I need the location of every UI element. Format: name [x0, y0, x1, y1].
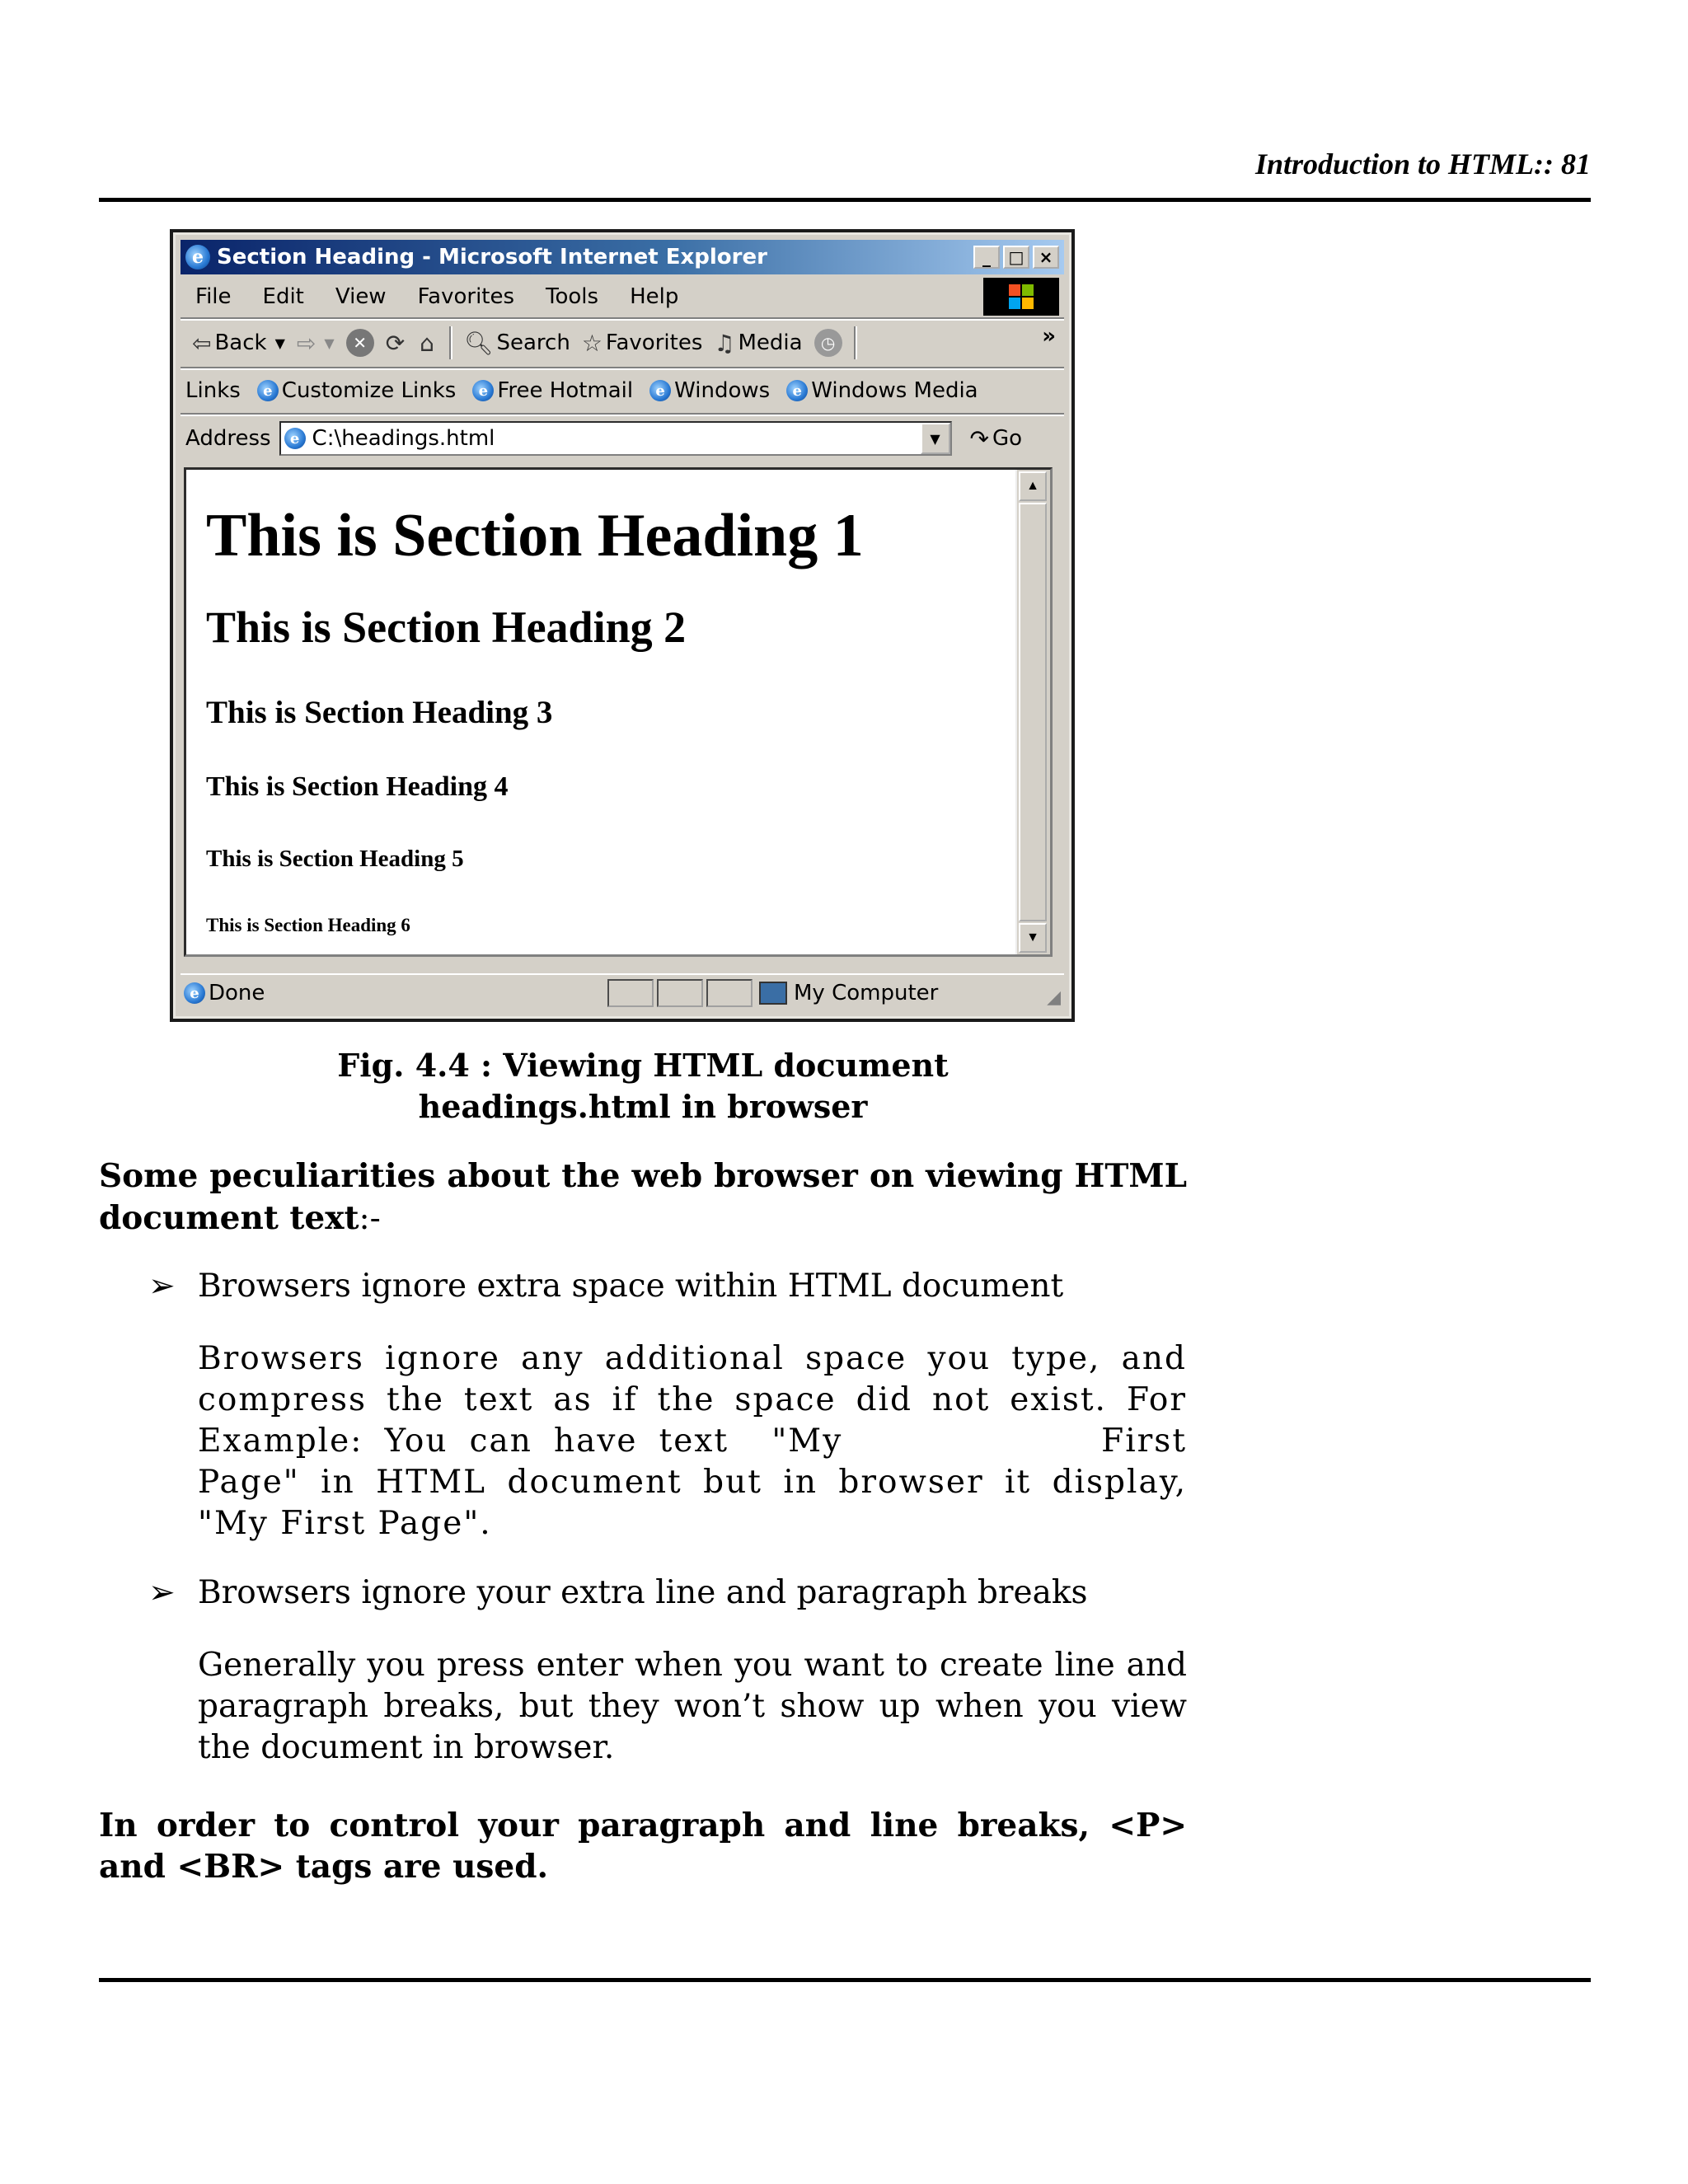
link-windows-media[interactable]: [786, 378, 978, 403]
menu-favorites[interactable]: Favorites: [417, 284, 515, 309]
bullet-text: Browsers ignore extra space within HTML document: [198, 1268, 1064, 1305]
ie-icon: e: [649, 380, 671, 401]
title-bar[interactable]: [181, 240, 1064, 274]
search-label: Search: [496, 330, 570, 355]
closing-paragraph: In order to control your paragraph and line breaks, <P> and <BR> tags are used.: [99, 1807, 1187, 1886]
menu-bar: [181, 278, 1064, 316]
status-zone: [759, 981, 938, 1005]
section-heading-5: This is Section Heading 5: [206, 846, 464, 872]
address-label: Address: [185, 426, 271, 451]
zone-label: My Computer: [794, 981, 939, 1005]
ie-icon: e: [185, 245, 210, 269]
link-label: Free Hotmail: [497, 378, 634, 403]
browser-frame: [173, 232, 1071, 1019]
forward-arrow-icon: ⇨: [296, 329, 316, 357]
scroll-down-button[interactable]: ▼: [1019, 923, 1047, 953]
link-label: Windows Media: [811, 378, 978, 403]
running-head: Introduction to HTML:: 81: [1254, 148, 1591, 180]
back-button[interactable]: [192, 330, 285, 357]
paragraph-2: Generally you press enter when you want to create line and paragraph breaks, but they won’t show up when you view the document in browser.: [198, 1647, 1187, 1766]
browser-window: [170, 229, 1075, 1022]
paragraph-1: Browsers ignore any additional space you type, and compress the text as if the space did not exist. For Example: You can have text "My First Page" in HTML document but in browser it display, "My First Page".: [198, 1340, 1329, 1542]
status-cell: [657, 979, 703, 1007]
back-label: Back: [214, 330, 267, 355]
media-button[interactable]: [714, 330, 802, 357]
section-heading-6: This is Section Heading 6: [206, 915, 410, 935]
menu-edit[interactable]: Edit: [262, 284, 304, 309]
ie-icon: e: [257, 380, 279, 401]
bullet-arrow-icon: ➢: [148, 1268, 176, 1305]
minimize-button[interactable]: _: [973, 246, 1000, 269]
close-button[interactable]: ×: [1033, 246, 1059, 269]
link-label: Windows: [674, 378, 771, 403]
ie-icon: e: [184, 982, 205, 1004]
address-input[interactable]: [279, 421, 952, 456]
stop-button[interactable]: [346, 329, 374, 357]
standard-toolbar: [181, 321, 1064, 365]
forward-dropdown-icon[interactable]: ▼: [324, 335, 335, 351]
bullet-text: Browsers ignore your extra line and paragraph breaks: [198, 1574, 1088, 1611]
section-heading-4: This is Section Heading 4: [206, 771, 509, 802]
back-dropdown-icon[interactable]: ▼: [274, 335, 285, 351]
page-icon: e: [284, 428, 306, 449]
scroll-up-button[interactable]: ▲: [1019, 471, 1047, 501]
top-rule: [99, 198, 1591, 202]
link-free-hotmail[interactable]: [472, 378, 633, 403]
history-button[interactable]: [814, 329, 842, 357]
page-content: [184, 467, 1053, 957]
go-button[interactable]: [970, 425, 1023, 452]
menu-view[interactable]: View: [335, 284, 387, 309]
windows-logo-icon: [983, 278, 1059, 316]
section-heading-3: This is Section Heading 3: [206, 695, 553, 730]
bullet-item-1: [148, 1268, 1063, 1305]
search-button[interactable]: [464, 330, 570, 357]
media-icon: ♫: [714, 329, 735, 357]
toolbar-separator-2: [854, 326, 857, 359]
address-dropdown-button[interactable]: ▼: [921, 423, 950, 454]
section-heading-1: This is Section Heading 1: [206, 502, 864, 569]
refresh-icon: ⟳: [385, 329, 406, 357]
intro-paragraph: [99, 1155, 1187, 1240]
search-icon: 🔍︎: [463, 329, 494, 357]
caption-line-2: headings.html in browser: [418, 1088, 868, 1125]
status-cell: [706, 979, 753, 1007]
menu-help[interactable]: Help: [630, 284, 679, 309]
forward-button[interactable]: [297, 330, 335, 357]
bullet-item-2: [148, 1574, 1088, 1611]
home-button[interactable]: [420, 330, 438, 357]
media-label: Media: [738, 330, 803, 355]
resize-grip-icon[interactable]: ◢: [1047, 987, 1061, 1008]
status-text: Done: [209, 981, 265, 1005]
link-customize-links[interactable]: [257, 378, 457, 403]
link-windows[interactable]: [649, 378, 770, 403]
caption-line-1: Fig. 4.4 : Viewing HTML document: [337, 1047, 949, 1084]
favorites-button[interactable]: [582, 330, 703, 357]
home-icon: ⌂: [420, 329, 434, 357]
computer-icon: [759, 982, 787, 1005]
window-controls: [973, 246, 1059, 269]
menu-file[interactable]: File: [195, 284, 232, 309]
section-heading-2: This is Section Heading 2: [206, 602, 687, 652]
figure-caption: [247, 1045, 1039, 1127]
stop-icon: ✕: [346, 329, 374, 357]
ie-icon: e: [472, 380, 494, 401]
go-arrow-icon: ↷: [969, 424, 990, 452]
toolbar-overflow-button[interactable]: »: [1042, 324, 1056, 349]
ie-icon: e: [786, 380, 808, 401]
links-label: Links: [185, 378, 241, 403]
status-cell: [607, 979, 654, 1007]
favorites-icon: ☆: [581, 329, 603, 357]
bottom-rule: [99, 1978, 1591, 1982]
vertical-scrollbar[interactable]: [1015, 470, 1050, 954]
scroll-thumb[interactable]: [1019, 503, 1047, 921]
address-bar: [181, 416, 1064, 461]
bullet-arrow-icon: ➢: [148, 1574, 176, 1611]
refresh-button[interactable]: [386, 330, 408, 357]
intro-suffix: :-: [359, 1200, 381, 1237]
maximize-button[interactable]: □: [1003, 246, 1029, 269]
link-label: Customize Links: [281, 378, 457, 403]
status-bar: [181, 973, 1064, 1011]
links-bar: [181, 370, 1064, 411]
back-arrow-icon: ⇦: [192, 329, 212, 357]
window-title: Section Heading - Microsoft Internet Explorer: [217, 245, 767, 269]
intro-bold-text: Some peculiarities about the web browser on viewing HTML document text: [99, 1157, 1187, 1237]
address-value: C:\headings.html: [312, 426, 495, 451]
go-label: Go: [992, 426, 1023, 451]
favorites-label: Favorites: [605, 330, 703, 355]
toolbar-separator: [449, 326, 452, 359]
history-icon: ◷: [814, 329, 842, 357]
menu-tools[interactable]: Tools: [546, 284, 599, 309]
